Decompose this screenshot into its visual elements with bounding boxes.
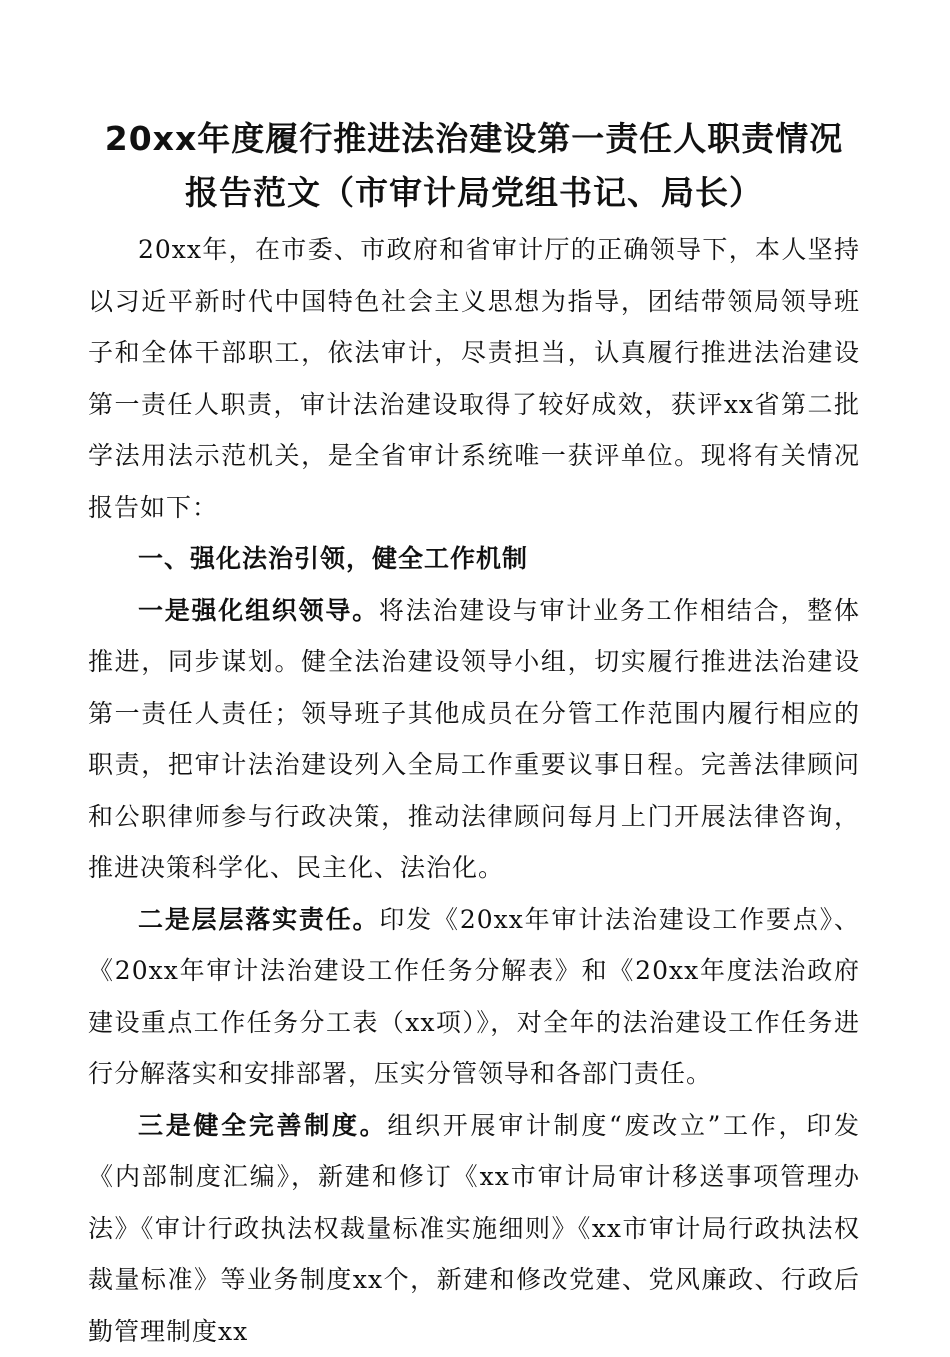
paragraph-responsibility: [88, 894, 860, 1100]
paragraph-lead: 二是层层落实责任。: [138, 905, 379, 934]
paragraph-institutions: [88, 1100, 860, 1357]
document-title: [88, 112, 860, 220]
section-1-heading: 一、强化法治引领，健全工作机制: [88, 533, 860, 585]
paragraph-body: 印发《20xx年审计法治建设工作要点》、《20xx年审计法治建设工作任务分解表》和《20xx年度法治政府建设重点工作任务分工表（xx项）》，对全年的法治建设工作任务进行分解落实和安排部署，压实分管领导和各部门责任。: [88, 905, 860, 1089]
paragraph-lead: 三是健全完善制度。: [138, 1111, 387, 1140]
paragraph-organization-leadership: [88, 585, 860, 894]
paragraph-lead: 一是强化组织领导。: [138, 596, 379, 625]
paragraph-body: 组织开展审计制度“废改立”工作，印发《内部制度汇编》，新建和修订《xx市审计局审计移送事项管理办法》《审计行政执法权裁量标准实施细则》《xx市审计局行政执法权裁量标准》等业务制度xx个，新建和修改党建、党风廉政、行政后勤管理制度xx: [88, 1111, 860, 1346]
document-page: [88, 112, 860, 1357]
title-line-1: 20xx年度履行推进法治建设第一责任人职责情况: [88, 112, 860, 166]
title-line-2: 报告范文（市审计局党组书记、局长）: [88, 166, 860, 220]
paragraph-body: 将法治建设与审计业务工作相结合，整体推进，同步谋划。健全法治建设领导小组，切实履行推进法治建设第一责任人责任；领导班子其他成员在分管工作范围内履行相应的职责，把审计法治建设列入全局工作重要议事日程。完善法律顾问和公职律师参与行政决策，推动法律顾问每月上门开展法律咨询，推进决策科学化、民主化、法治化。: [88, 596, 860, 883]
intro-paragraph: 20xx年，在市委、市政府和省审计厅的正确领导下，本人坚持以习近平新时代中国特色社会主义思想为指导，团结带领局领导班子和全体干部职工，依法审计，尽责担当，认真履行推进法治建设第一责任人职责，审计法治建设取得了较好成效，获评xx省第二批学法用法示范机关，是全省审计系统唯一获评单位。现将有关情况报告如下：: [88, 224, 860, 533]
